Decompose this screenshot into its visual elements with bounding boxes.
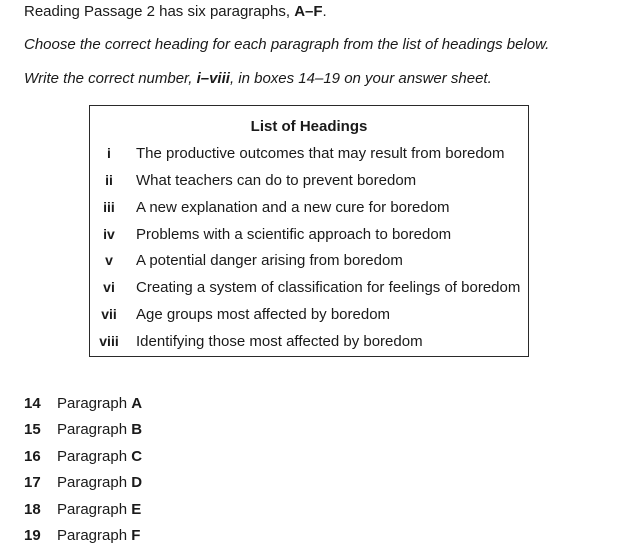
question-number: 19 [24,527,41,544]
heading-item [90,306,528,328]
question-number: 16 [24,448,41,465]
heading-numeral: iv [103,226,115,242]
heading-text: Problems with a scientific approach to boredom [136,226,452,243]
question-label [57,527,140,544]
paragraph-letter: A [131,395,143,412]
heading-numeral: vii [101,306,117,322]
instruction-passage-info-end: . [322,3,327,20]
paragraph-letter: D [131,474,143,491]
question-number: 17 [24,474,41,491]
list-of-headings-box [89,105,529,357]
question-number: 18 [24,501,41,518]
heading-text: Creating a system of classification for feelings of boredom [136,279,521,296]
heading-item [90,279,528,301]
question-label [57,421,142,438]
heading-numeral: ii [105,172,113,188]
paragraph-word: Paragraph [57,527,128,544]
heading-text: A potential danger arising from boredom [136,252,403,269]
paragraph-word: Paragraph [57,421,128,438]
question-label [57,395,142,412]
paragraph-letter: C [131,448,143,465]
paragraph-letter: B [131,421,143,438]
heading-item [90,333,528,355]
instruction-write-number-end: , in boxes 14–19 on your answer sheet. [229,70,492,87]
heading-text: Identifying those most affected by boredom [136,333,423,350]
heading-numeral: i [107,145,111,161]
heading-numeral: vi [103,279,115,295]
heading-text: What teachers can do to prevent boredom [136,172,417,189]
paragraph-word: Paragraph [57,501,128,518]
heading-text: Age groups most affected by boredom [136,306,391,323]
question-label [57,474,142,491]
question-label [57,501,141,518]
instruction-write-number [24,70,492,87]
heading-numeral: viii [99,333,119,349]
heading-text: The productive outcomes that may result from boredom [136,145,505,162]
heading-item [90,252,528,274]
heading-numeral: iii [103,199,115,215]
heading-item [90,226,528,248]
paragraph-word: Paragraph [57,448,128,465]
numeral-range: i–viii [196,70,230,87]
instruction-choose-heading: Choose the correct heading for each paragraph from the list of headings below. [24,36,550,53]
question-number: 15 [24,421,41,438]
paragraph-letter: F [131,527,141,544]
paragraph-word: Paragraph [57,474,128,491]
heading-item [90,172,528,194]
heading-numeral: v [105,252,113,268]
question-number: 14 [24,395,41,412]
heading-item [90,145,528,167]
instruction-write-number-text: Write the correct number, [24,70,193,87]
paragraph-word: Paragraph [57,395,128,412]
paragraph-letter: E [131,501,142,518]
instruction-passage-info-text: Reading Passage 2 has six paragraphs, [24,3,291,20]
heading-text: A new explanation and a new cure for boredom [136,199,450,216]
question-label [57,448,142,465]
heading-item [90,199,528,221]
paragraph-range: A–F [294,3,323,20]
list-of-headings-title: List of Headings [250,118,368,135]
instruction-passage-info [24,3,327,20]
